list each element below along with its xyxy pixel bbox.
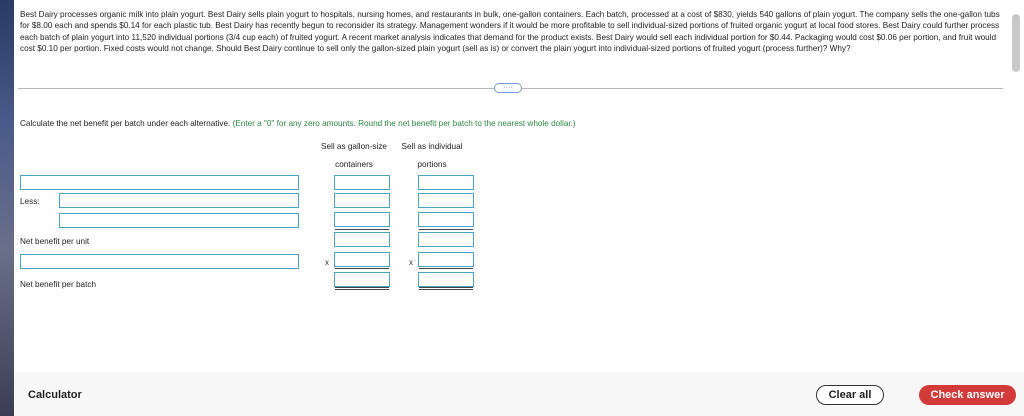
instruction-hint: (Enter a "0" for any zero amounts. Round the net benefit per batch to the nearest whole dollar.) <box>232 119 576 128</box>
calculator-link[interactable]: Calculator <box>28 389 82 401</box>
instruction-main: Calculate the net benefit per batch under each alternative. <box>20 119 231 128</box>
footer-bar <box>14 372 1024 416</box>
less-label: Less: <box>20 197 40 206</box>
problem-text: Best Dairy processes organic milk into plain yogurt. Best Dairy sells plain yogurt to hospitals, nursing homes, and restaurants in bulk, one-gallon containers. Each batch, processed at a cost of $830, yields 540 gallons of plain yogurt. The company sells the one-gallon tubs for $8.00 each and spends $0.14 for each plastic tub. Best Dairy has recently begun to reconsider its strategy. Management wonders if it would be more profitable to sell individual-sized portions of fruited organic yogurt at local food stores. Best Dairy could further process each batch of plain yogurt into 11,520 individual portions (3/4 cup each) of fruited yogurt. A recent market analysis indicates that demand for the product exists. Best Dairy would sell each individual portion for $0.44. Packaging would cost $0.06 per portion, and fruit would cost $0.10 per portion. Fixed costs would not change. Should Best Dairy continue to sell only the gallon-sized plain yogurt (sell as is) or convert the plain yogurt into individual-sized portions of fruited yogurt (process further)? Why? <box>20 10 1000 54</box>
subtotal-line-gallon <box>335 229 389 230</box>
column-header-gallon: Sell as gallon-size containers <box>321 142 387 169</box>
times-symbol-individual: x <box>409 258 413 267</box>
row2-label-input[interactable] <box>59 193 299 208</box>
unit-gallon-input[interactable] <box>334 232 390 247</box>
row5-individual-input[interactable] <box>418 252 474 267</box>
total-double-line-individual <box>419 287 473 290</box>
batch-gallon-input[interactable] <box>334 272 390 287</box>
net-benefit-unit-label: Net benefit per unit <box>20 237 90 246</box>
clear-all-button[interactable]: Clear all <box>816 385 884 405</box>
row1-gallon-input[interactable] <box>334 175 390 190</box>
row1-individual-input[interactable] <box>418 175 474 190</box>
expand-more-button[interactable]: ···· <box>494 83 522 93</box>
row5-gallon-input[interactable] <box>334 252 390 267</box>
instruction-text <box>20 119 576 128</box>
question-panel <box>14 0 1010 372</box>
row1-label-input[interactable] <box>20 175 299 190</box>
row2-gallon-input[interactable] <box>334 193 390 208</box>
batch-individual-input[interactable] <box>418 272 474 287</box>
row3-gallon-input[interactable] <box>334 212 390 227</box>
row3-label-input[interactable] <box>59 213 299 228</box>
times-symbol-gallon: x <box>325 258 329 267</box>
row5-label-input[interactable] <box>20 254 299 269</box>
multiply-line-gallon <box>335 268 389 269</box>
subtotal-line-individual <box>419 229 473 230</box>
net-benefit-batch-label: Net benefit per batch <box>20 280 97 289</box>
row3-individual-input[interactable] <box>418 212 474 227</box>
row2-individual-input[interactable] <box>418 193 474 208</box>
scrollbar-thumb[interactable] <box>1012 14 1020 72</box>
total-double-line-gallon <box>335 287 389 290</box>
multiply-line-individual <box>419 268 473 269</box>
check-answer-button[interactable]: Check answer <box>919 385 1016 405</box>
background-edge <box>0 0 14 416</box>
column-header-individual: Sell as individual portions <box>401 142 463 169</box>
unit-individual-input[interactable] <box>418 232 474 247</box>
